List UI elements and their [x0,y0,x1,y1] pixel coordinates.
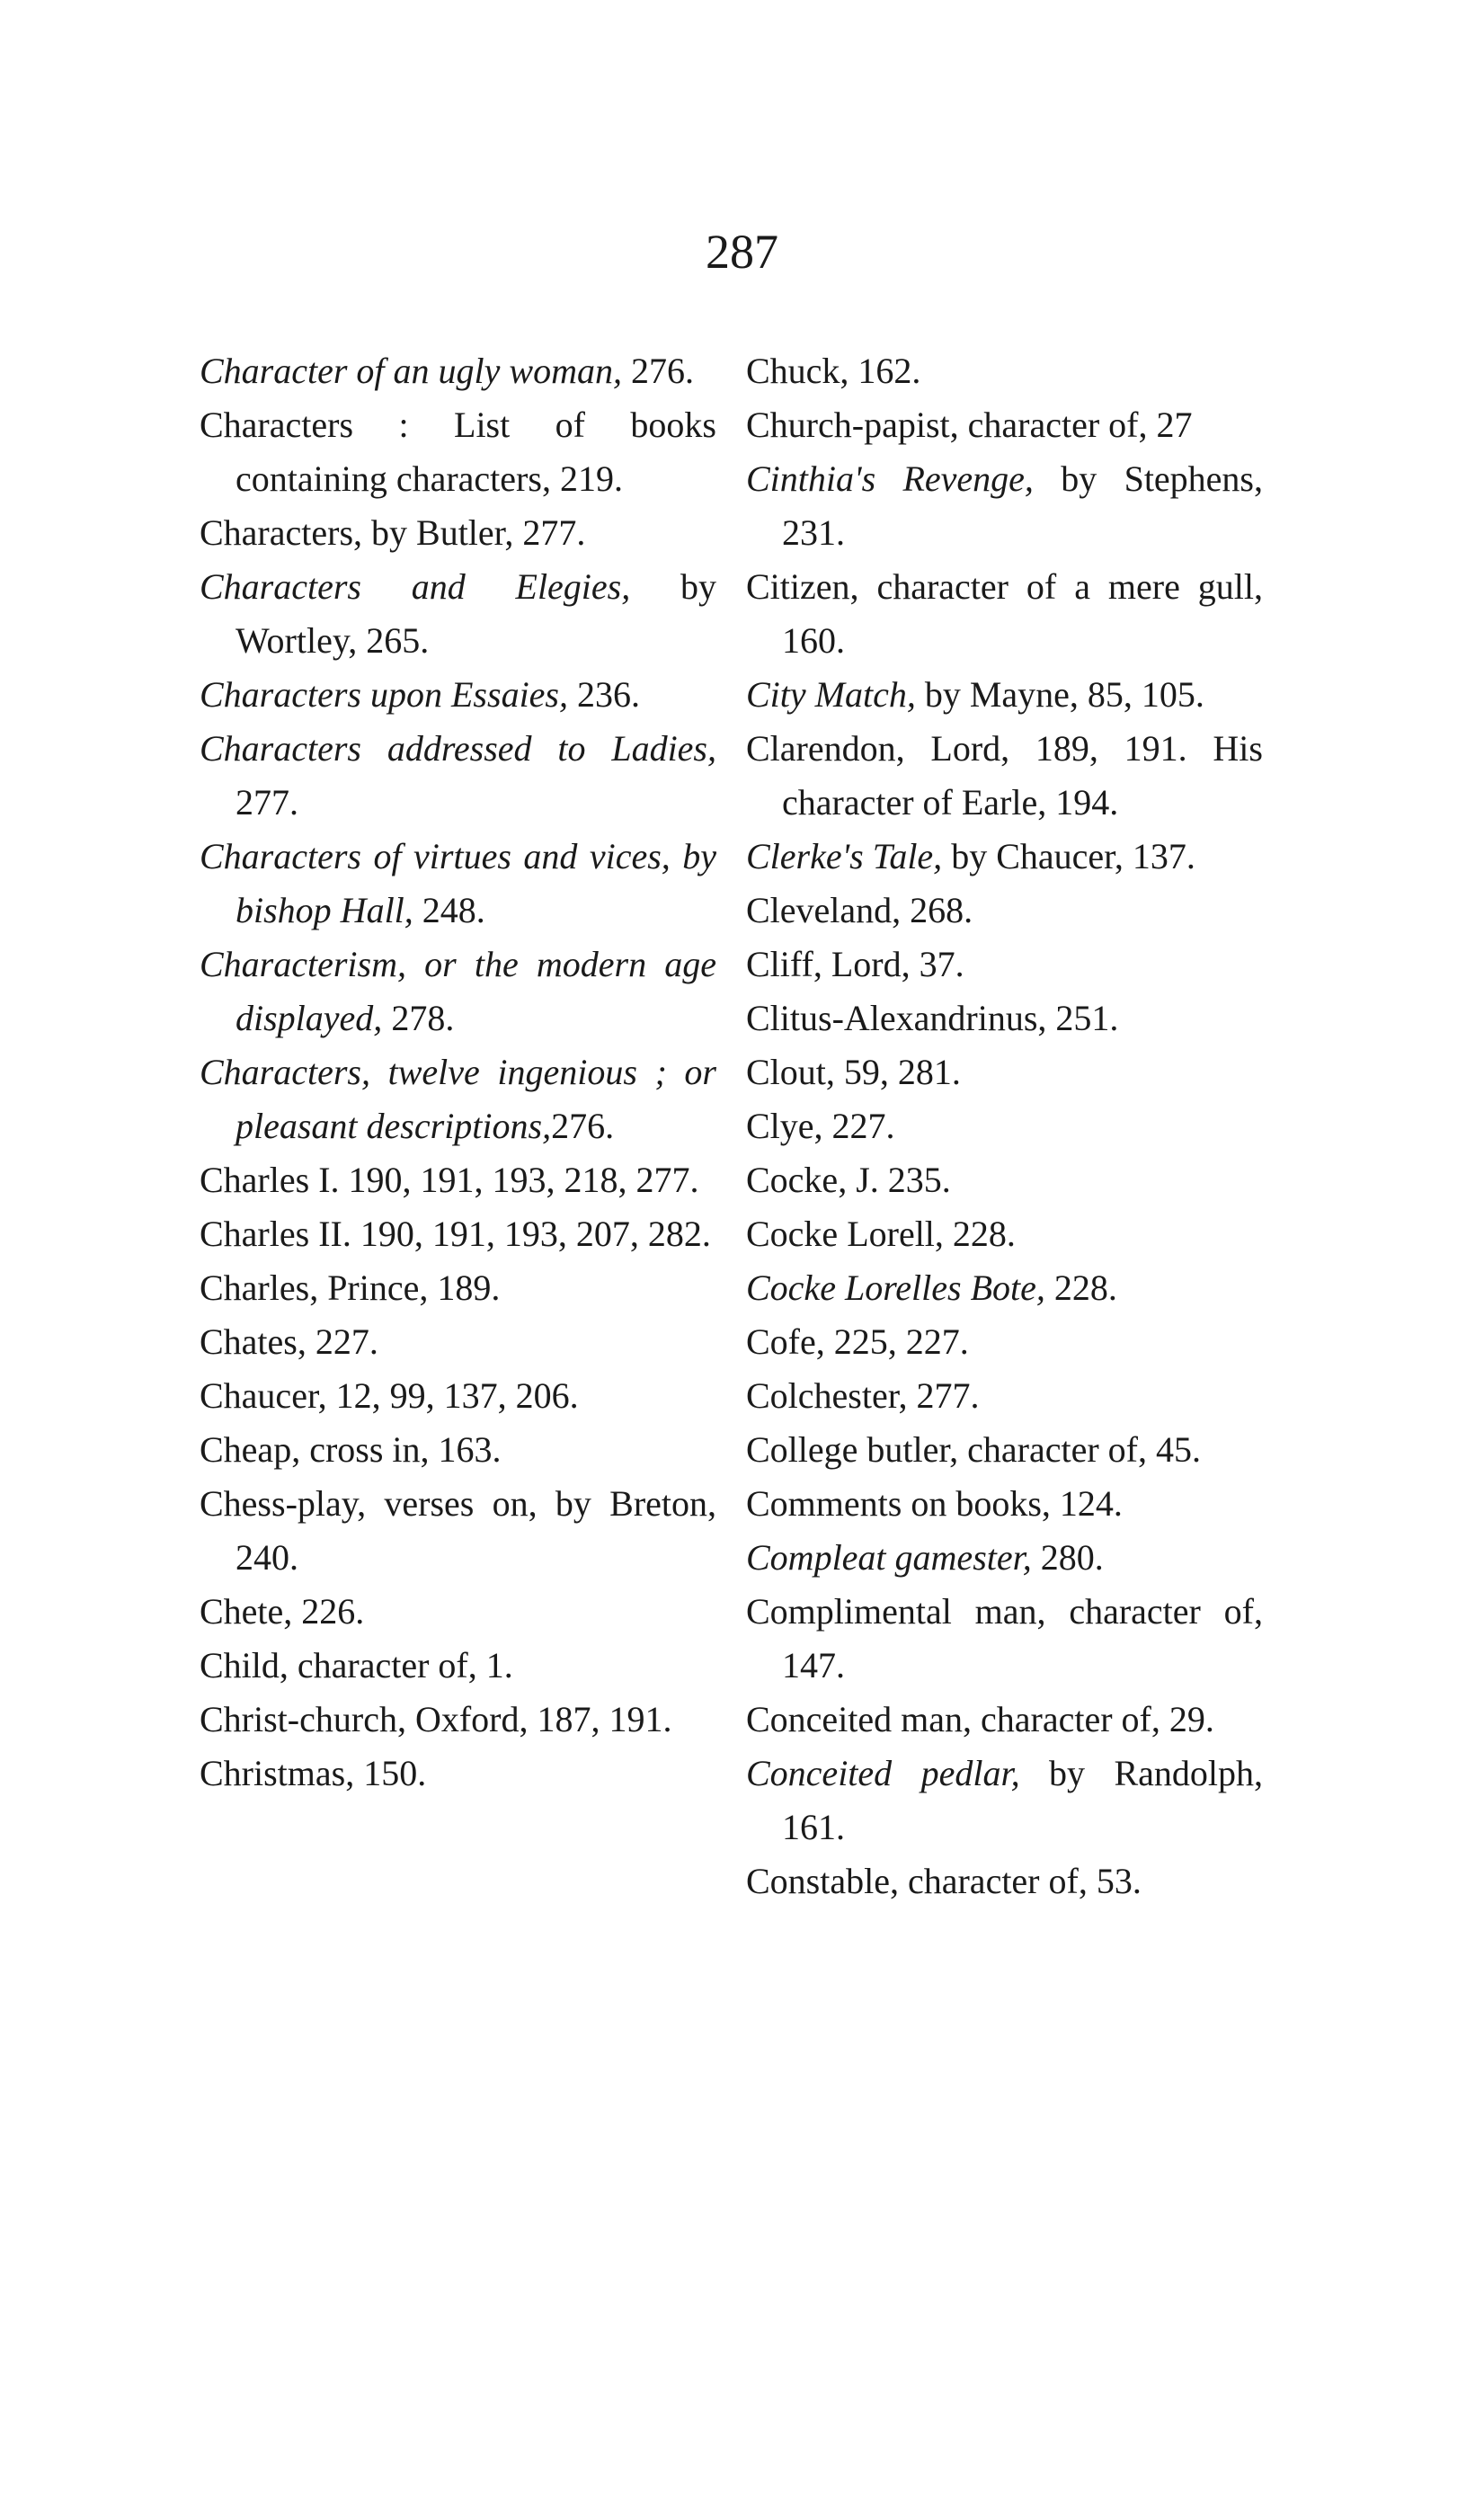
entry-title: Characters of virtues and vices, by bishop Hall, [200,836,716,930]
entry-title: Characters addressed to Ladies, [200,728,716,769]
entry-text: Christmas, 150. [200,1753,427,1793]
index-entry [746,668,1263,722]
entry-text: 277. [235,782,298,823]
index-entry [746,830,1263,884]
entry-title: Characters and Elegies, [200,566,631,607]
entry-text: by Randolph, 161. [782,1753,1264,1847]
index-entry [200,722,716,830]
entry-text: Chaucer, 12, 99, 137, 206. [200,1375,579,1416]
index-entry [746,884,1263,938]
entry-text: 228. [1044,1267,1117,1308]
entry-title: Character of an ugly woman, [200,351,622,391]
index-entry [746,1315,1263,1369]
index-entry [746,1747,1263,1854]
entry-text: Child, character of, 1. [200,1645,513,1685]
entry-text: Clye, 227. [746,1106,895,1146]
entry-text: by Mayne, 85, 105. [915,674,1204,715]
index-entry [746,1369,1263,1423]
index-entry [200,1153,716,1207]
entry-title: Cinthia's Revenge, [746,458,1034,499]
entry-text: Cocke Lorell, 228. [746,1214,1016,1254]
entry-title: Conceited pedlar, [746,1753,1020,1793]
entry-text: Charles, Prince, 189. [200,1267,501,1308]
index-entry [200,398,716,506]
entry-title: Cocke Lorelles Bote, [746,1267,1045,1308]
index-entry [200,668,716,722]
index-entry [200,1639,716,1693]
entry-title: Compleat gamester, [746,1537,1032,1578]
entry-text: by Wortley, 265. [235,566,717,661]
entry-title: Clerke's Tale, [746,836,943,876]
entry-text: Clitus-Alexandrinus, 251. [746,998,1119,1038]
entry-text: Cliff, Lord, 37. [746,944,964,984]
index-entry [200,344,716,398]
index-entry [746,722,1263,830]
index-column-left [200,344,716,1801]
entry-text: Colchester, 277. [746,1375,980,1416]
index-entry [200,1747,716,1801]
page-number: 287 [706,225,778,279]
entry-text: Charles II. 190, 191, 193, 207, 282. [200,1214,711,1254]
index-entry [746,1261,1263,1315]
entry-text: 280. [1031,1537,1104,1578]
entry-title: Characters, twelve ingenious ; or pleasant descriptions, [200,1052,716,1146]
entry-text: Charles I. 190, 191, 193, 218, 277. [200,1160,699,1200]
entry-text: Clarendon, Lord, 189, 191. His character of Earle, 194. [746,728,1263,823]
index-entry [746,1423,1263,1477]
entry-text: Cofe, 225, 227. [746,1321,969,1362]
entry-text: 278. [382,998,455,1038]
index-entry [200,1261,716,1315]
index-column-right [746,344,1263,1908]
entry-text: by Chaucer, 137. [942,836,1195,876]
index-entry [746,992,1263,1045]
entry-text: Comments on books, 124. [746,1483,1123,1524]
entry-title: Characters upon Essaies, [200,674,568,715]
index-entry [746,1693,1263,1747]
index-entry [746,560,1263,668]
entry-text: Cocke, J. 235. [746,1160,951,1200]
index-entry [200,1045,716,1153]
index-entry [200,1585,716,1639]
entry-text: 248. [413,890,485,930]
entry-text: 276. [551,1106,615,1146]
entry-text: Cheap, cross in, 163. [200,1429,502,1470]
entry-text: College butler, character of, 45. [746,1429,1201,1470]
index-entry [200,830,716,938]
index-entry [200,506,716,560]
index-entry [746,1477,1263,1531]
index-entry [200,1477,716,1585]
index-entry [200,1369,716,1423]
entry-text: Chete, 226. [200,1591,365,1632]
entry-text: Church-papist, character of, 27 [746,405,1193,445]
index-entry [746,1531,1263,1585]
entry-text: 236. [568,674,640,715]
index-entry [746,1585,1263,1693]
index-entry [746,1207,1263,1261]
index-entry [200,1207,716,1261]
entry-text: Chates, 227. [200,1321,378,1362]
index-entry [746,1153,1263,1207]
entry-text: Characters, by Butler, 277. [200,512,586,553]
entry-text: Chess-play, verses on, by Breton, 240. [200,1483,716,1578]
index-entry [746,938,1263,992]
entry-text: by Stephens, 231. [782,458,1264,553]
entry-text: Characters : List of books containing characters, 219. [200,405,716,499]
index-entry [200,1315,716,1369]
index-entry [200,560,716,668]
index-entry [746,344,1263,398]
index-entry [200,1423,716,1477]
index-entry [746,1099,1263,1153]
entry-title: City Match, [746,674,916,715]
entry-text: Cleveland, 268. [746,890,973,930]
entry-title: Characterism, or the modern age displayed, [200,944,716,1038]
index-entry [746,1045,1263,1099]
entry-text: Christ-church, Oxford, 187, 191. [200,1699,672,1739]
entry-text: Constable, character of, 53. [746,1861,1142,1901]
entry-text: Chuck, 162. [746,351,921,391]
entry-text: Conceited man, character of, 29. [746,1699,1214,1739]
index-entry [746,452,1263,560]
index-entry [746,398,1263,452]
entry-text: Complimental man, character of, 147. [746,1591,1263,1685]
entry-text: Citizen, character of a mere gull, 160. [746,566,1263,661]
entry-text: 276. [621,351,694,391]
index-entry [200,938,716,1045]
index-entry [200,1693,716,1747]
entry-text: Clout, 59, 281. [746,1052,961,1092]
index-entry [746,1854,1263,1908]
